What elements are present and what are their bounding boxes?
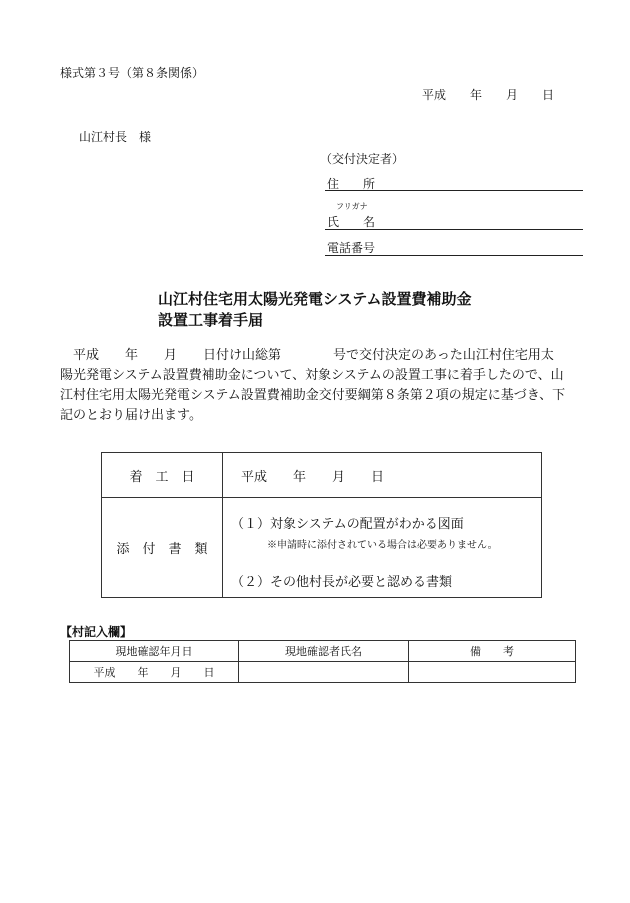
document-title: 山江村住宅用太陽光発電システム設置費補助金 [158,290,472,308]
attachment-item-2: （２）その他村長が必要と認める書類 [231,575,453,590]
attachment-item-1: （１）対象システムの配置がわかる図面 [231,517,464,532]
submission-date: 平成 年 月 日 [422,88,555,102]
column-header: 現地確認者氏名 [239,641,409,662]
table-cell [409,662,576,683]
table-cell: 平成 年 月 日 [70,662,239,683]
furigana-label: フリガナ [336,202,368,211]
column-header: 備 考 [409,641,576,662]
addressee: 山江村長 様 [79,130,152,144]
village-section-heading: 【村記入欄】 [60,625,133,639]
body-paragraph [60,346,584,426]
table-cell [239,662,409,683]
body-line: 記のとおり届け出ます。 [60,408,202,423]
address-line [325,190,583,191]
body-line: 平成 年 月 日付け山総第 号で交付決定のあった山江村住宅用太 [60,348,554,363]
body-line: 陽光発電システム設置費補助金について、対象システムの設置工事に着手したので、山 [60,368,564,383]
attachments-cell [223,498,542,598]
start-date-value: 平成 年 月 日 [223,453,542,498]
name-label: 氏 名 [327,215,376,229]
applicant-label: （交付決定者） [320,152,405,166]
attachments-label: 添 付 書 類 [102,498,223,598]
column-header: 現地確認年月日 [70,641,239,662]
name-line [325,229,583,230]
construction-table [101,452,542,598]
phone-label: 電話番号 [327,241,376,255]
address-label: 住 所 [327,177,376,191]
document-subtitle: 設置工事着手届 [158,311,264,329]
start-date-label: 着 工 日 [102,453,223,498]
village-table [69,640,576,683]
form-number: 様式第３号（第８条関係） [60,66,205,80]
attachment-note: ※申請時に添付されている場合は必要ありません。 [267,540,498,551]
phone-line [325,255,583,256]
body-line: 江村住宅用太陽光発電システム設置費補助金交付要綱第８条第２項の規定に基づき、下 [60,388,566,403]
